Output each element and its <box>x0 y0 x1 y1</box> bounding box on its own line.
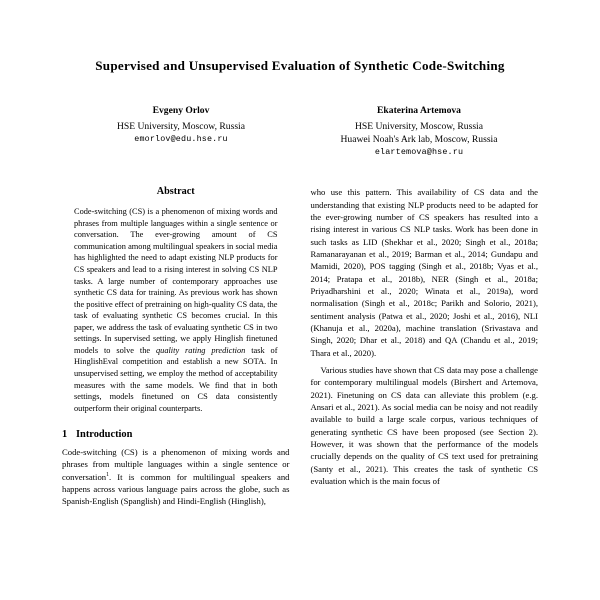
intro-paragraph-1 <box>62 446 290 508</box>
page-title: Supervised and Unsupervised Evaluation of Synthetic Code-Switching <box>95 58 505 73</box>
footnote-marker[interactable]: 1 <box>106 471 110 478</box>
abstract-body <box>74 206 278 414</box>
section-heading-introduction <box>62 429 290 440</box>
author-affiliation: HSE University, Moscow, Russia <box>116 120 245 132</box>
author-name: Evgeny Orlov <box>152 105 210 117</box>
right-paragraph-2: Various studies have shown that CS data may pose a challenge for contemporary multilingual models (Birshert and Artemova, 2021). Finetuning on CS data can alleviate this problem (e.g. Ansari et al., 2021). As social media can be noisy and not readily available to build a large scale corpus, various techniques of generating synthetic CS have been proposed (see Section 2). However, it was shown that the performance of the models crucially depends on the quality of CS text used for pretraining (Santy et al., 2021). This creates the task of synthetic CS evaluation which is the main focus of <box>310 364 538 486</box>
column-right <box>311 186 539 507</box>
author-affiliation-secondary: Huawei Noah's Ark lab, Moscow, Russia <box>340 133 498 145</box>
abstract-text-1: Code-switching (CS) is a phenomenon of mixing words and phrases from multiple languages within a single sentence or conversation. The ever-growing amount of CS communication among multilingual speakers in social media has highlighted the need to adapt existing NLP products for CS speakers and lead to a rising interest in solving CS NLP tasks. A large number of contemporary approaches use synthetic CS data for training. As previous work has shown the positive effect of pretraining on high-quality CS data, the task of evaluating synthetic CS becomes crucial. In this paper, we address the task of evaluating synthetic CS in two settings. In supervised setting, we apply Hinglish finetuned models to solve the <box>74 207 278 355</box>
author-name: Ekaterina Artemova <box>377 105 461 117</box>
author-email[interactable]: emorlov@edu.hse.ru <box>134 133 228 144</box>
abstract-italic-phrase: quality rating prediction <box>155 345 246 355</box>
section-title: Introduction <box>76 429 133 441</box>
author-block-2 <box>300 104 538 158</box>
column-left <box>62 186 290 507</box>
author-affiliation: HSE University, Moscow, Russia <box>354 120 483 132</box>
intro-text-after-footnote: . It is common for multilingual speakers and happens across various language pairs across the globe, such as Spanish-English (Spanglish) and Hindi-English (Hinglish), <box>62 471 290 507</box>
section-number: 1 <box>62 429 68 441</box>
author-email[interactable]: elartemova@hse.ru <box>374 146 464 157</box>
abstract-heading: Abstract <box>156 186 195 198</box>
author-block-1 <box>62 104 300 158</box>
right-paragraph-1: who use this pattern. This availability of CS data and the understanding that existing NLP products need to be adapted for the ever-growing number of CS speakers has resulted into a rising interest in various CS NLP tasks. Work has been done in such tasks as LID (Shekhar et al., 2020; Singh et al., 2018a; Ramanarayanan et al., 2019; Barman et al., 2014; Gundapu and Mamidi, 2020), POS tagging (Singh et al., 2018b; Vyas et al., 2014; Pratapa et al., 2018b), NER (Singh et al., 2018a; Priyadharshini et al., 2020; Winata et al., 2019a), word normalisation (Singh et al., 2018c; Parikh and Solorio, 2021), sentiment analysis (Patwa et al., 2020; Joshi et al., 2016), NLI (Khanuja et al., 2020a), machine translation (Srivastava and Singh, 2020; Dhar et al., 2018) and QA (Chandu et al., 2019; Thara et al., 2020). <box>310 187 538 358</box>
author-list <box>62 104 538 158</box>
intro-text-before-footnote: Code-switching (CS) is a phenomenon of mixing words and phrases from multiple languages within a single sentence or conversation <box>62 447 290 482</box>
abstract-section <box>62 186 290 414</box>
abstract-text-2: task of HinglishEval competition and establish a new SOTA. In unsupervised setting, we employ the method of acceptability measures with the same models. We find that in both settings, models finetuned on CS data consistently outperform their original counterparts. <box>74 345 278 413</box>
body-columns <box>62 186 538 507</box>
